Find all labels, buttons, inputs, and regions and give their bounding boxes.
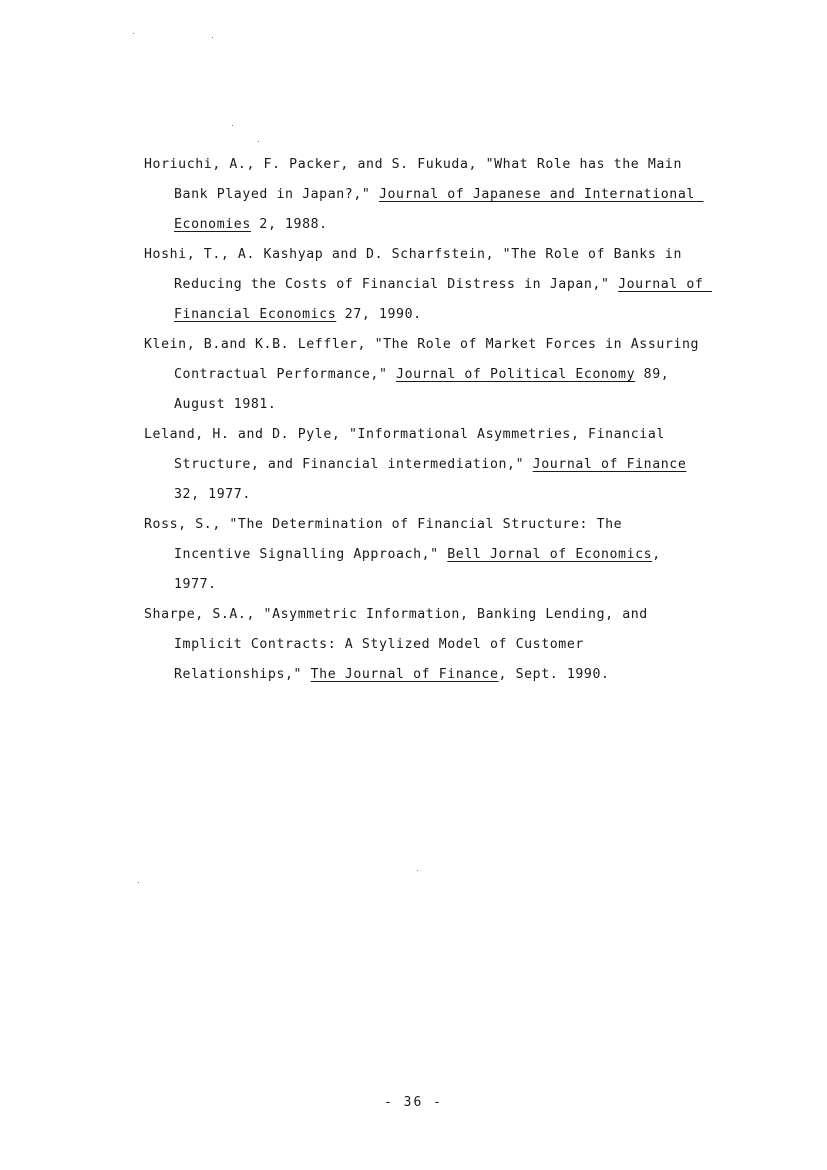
reference-text: Sharpe, S.A., "Asymmetric Information, Banking Lending, and Implicit Contracts: A Stylized Model of Customer Relationships," [144, 607, 657, 682]
reference-item [144, 150, 704, 240]
journal-title: Journal of Finance [532, 457, 687, 472]
reference-item [144, 510, 704, 600]
reference-text: , 1977. [174, 547, 670, 592]
journal-title: Journal of Financial Economics [174, 277, 713, 322]
scan-speck [212, 37, 213, 38]
journal-title: Bell Jornal of Economics [447, 547, 653, 562]
scan-speck [133, 33, 134, 34]
reference-text: 32, 1977. [174, 457, 695, 502]
reference-text: 27, 1990. [336, 307, 422, 322]
scan-speck [258, 141, 259, 142]
reference-text: Hoshi, T., A. Kashyap and D. Scharfstein, "The Role of Banks in Reducing the Costs of Financial Distress in Japan," [144, 247, 691, 292]
reference-text: Ross, S., "The Determination of Financial Structure: The Incentive Signalling Approach," [144, 517, 631, 562]
reference-list [144, 150, 713, 690]
scan-speck [232, 125, 233, 126]
scan-speck [138, 882, 139, 883]
reference-text: , Sept. 1990. [498, 667, 610, 682]
scan-speck [417, 870, 418, 871]
reference-text: Leland, H. and D. Pyle, "Informational Asymmetries, Financial Structure, and Financial intermediation," [144, 427, 674, 472]
reference-text: 2, 1988. [250, 217, 328, 232]
page-number: - 36 - [384, 1095, 443, 1110]
reference-item [144, 330, 708, 420]
reference-text: Horiuchi, A., F. Packer, and S. Fukuda, "What Role has the Main Bank Played in Japan?," [144, 157, 691, 202]
reference-item [144, 600, 704, 690]
journal-title: Journal of Political Economy [396, 367, 636, 382]
reference-text: 89, August 1981. [174, 367, 678, 412]
reference-text: Klein, B.and K.B. Leffler, "The Role of Market Forces in Assuring Contractual Performance," [144, 337, 708, 382]
journal-title: Journal of Japanese and International Economies [174, 187, 704, 232]
reference-item [144, 420, 704, 510]
journal-title: The Journal of Finance [310, 667, 499, 682]
reference-item [144, 240, 713, 330]
